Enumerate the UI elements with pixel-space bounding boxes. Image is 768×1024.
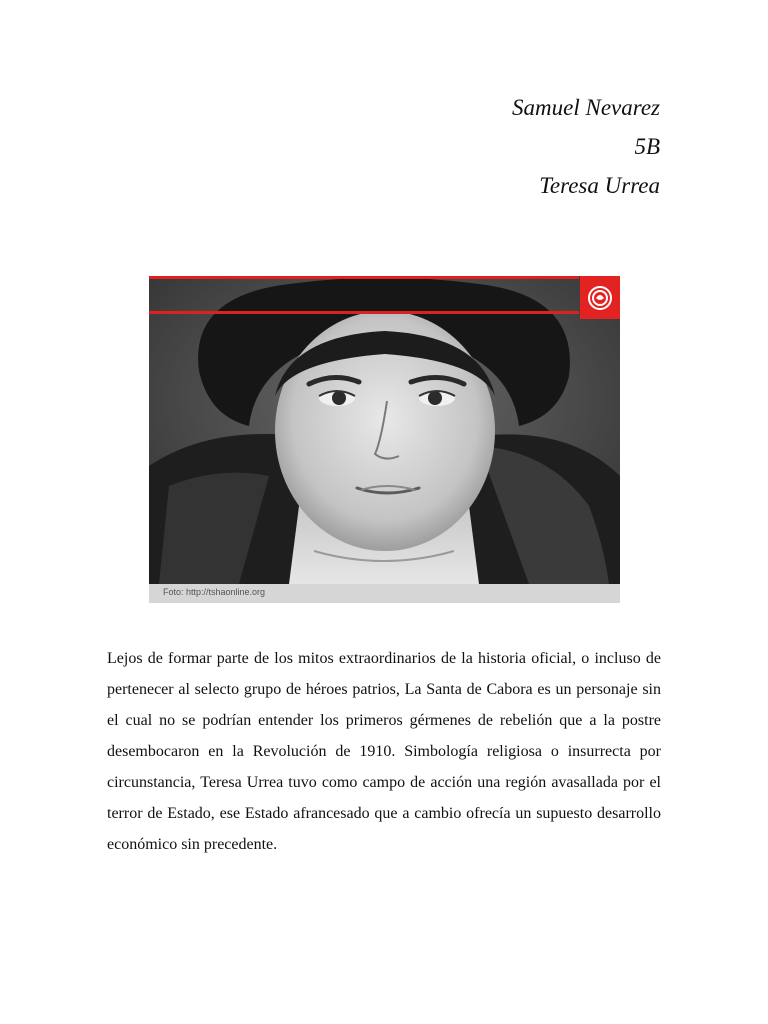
document-header	[260, 88, 660, 205]
photo-caption-bar	[149, 584, 620, 603]
red-rule-bottom	[149, 311, 579, 314]
portrait-photo	[149, 276, 620, 584]
red-rule-top	[149, 276, 579, 279]
class-group: 5B	[634, 134, 660, 159]
portrait-figure	[149, 276, 620, 603]
body-paragraph: Lejos de formar parte de los mitos extraordinarios de la historia oficial, o incluso de pertenecer al selecto grupo de héroes patrios, La Santa de Cabora es un personaje sin el cual no se podrían entender los primeros gérmenes de rebelión que a la postre desembocaron en la Revolución de 1910. Simbología religiosa o insurrecta por circunstancia, Teresa Urrea tuvo como campo de acción una región avasallada por el terror de Estado, ese Estado afrancesado que a cambio ofrecía un supuesto desarrollo económico sin precedente.	[107, 650, 661, 853]
author-name: Samuel Nevarez	[512, 95, 660, 120]
photo-caption: Foto: http://tshaonline.org	[163, 587, 266, 597]
rose-logo-icon	[580, 276, 620, 319]
document-title: Teresa Urrea	[539, 173, 660, 198]
